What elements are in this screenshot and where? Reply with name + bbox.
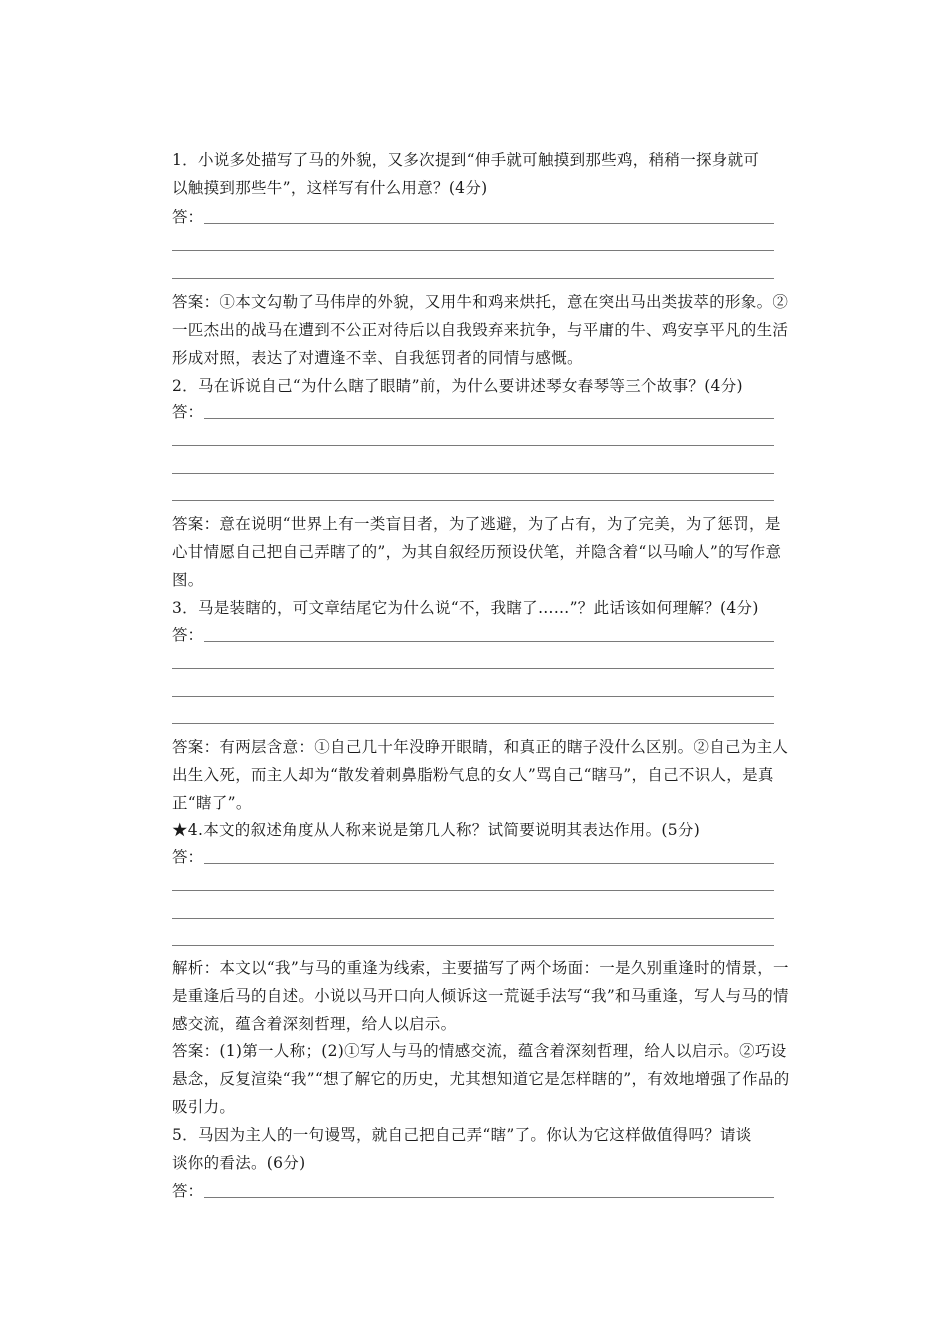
analysis-4: 解析：本文以“我”与马的重逢为线索，主要描写了两个场面：一是久别重逢时的情景，一是重逢后马的自述。小说以马开口向人倾诉这一荒诞手法写“我”和马重逢，写人与马的情感交流，蕴含着深刻哲理，给人以启示。 — [172, 959, 789, 1033]
answer-label: 答： — [172, 848, 204, 866]
answer-key-3: 答案：有两层含意：①自己几十年没睁开眼睛，和真正的瞎子没什么区别。②自己为主人出生入死，而主人却为“散发着刺鼻脂粉气息的女人”骂自己“瞎马”，自己不识人，是真正“瞎了”。 — [172, 738, 789, 812]
question-4-line-1: ★4.本文的叙述角度从人称来说是第几人称？试简要说明其表达作用。(5分) — [172, 821, 701, 839]
question-3-line-1: 3．马是装瞎的，可文章结尾它为什么说“不，我瞎了……”？此话该如何理解？(4分) — [172, 599, 759, 617]
answer-label: 答： — [172, 626, 204, 644]
answer-line — [172, 250, 774, 251]
answer-field-4[interactable] — [172, 843, 774, 871]
answer-label: 答： — [172, 1182, 204, 1200]
answer-line — [172, 445, 774, 446]
answer-line — [172, 945, 774, 946]
answer-field-3[interactable] — [172, 621, 774, 649]
question-2-line-1: 2．马在诉说自己“为什么瞎了眼睛”前，为什么要讲述琴女春琴等三个故事？(4分) — [172, 377, 743, 395]
answer-line — [172, 500, 774, 501]
answer-line — [172, 696, 774, 697]
question-1-line-2: 以触摸到那些牛”，这样写有什么用意？(4分) — [172, 179, 488, 197]
answer-line — [172, 890, 774, 891]
answer-key-1: 答案：①本文勾勒了马伟岸的外貌，又用牛和鸡来烘托，意在突出马出类拔萃的形象。②一匹杰出的战马在遭到不公正对待后以自我毁弃来抗争，与平庸的牛、鸡安享平凡的生活形成对照，表达了对遭逢不幸、自我惩罚者的同情与感慨。 — [172, 293, 789, 367]
answer-key-4: 答案：(1)第一人称；(2)①写人与马的情感交流，蕴含着深刻哲理，给人以启示。②巧设悬念，反复渲染“我”“想了解它的历史，尤其想知道它是怎样瞎的”，有效地增强了作品的吸引力。 — [172, 1042, 790, 1116]
answer-field-1[interactable] — [172, 203, 774, 231]
question-1-line-1: 1．小说多处描写了马的外貌，又多次提到“伸手就可触摸到那些鸡，稍稍一探身就可 — [172, 151, 760, 169]
answer-line — [204, 418, 774, 419]
answer-field-5[interactable] — [172, 1177, 774, 1205]
answer-line — [172, 278, 774, 279]
question-5-line-1: 5．马因为主人的一句谩骂，就自己把自己弄“瞎”了。你认为它这样做值得吗？请谈 — [172, 1126, 752, 1144]
answer-line — [204, 641, 774, 642]
answer-line — [204, 223, 774, 224]
answer-label: 答： — [172, 208, 204, 226]
answer-label: 答： — [172, 403, 204, 421]
answer-line — [204, 1197, 774, 1198]
answer-line — [204, 863, 774, 864]
answer-line — [172, 723, 774, 724]
answer-line — [172, 668, 774, 669]
answer-line — [172, 918, 774, 919]
answer-line — [172, 473, 774, 474]
answer-field-2[interactable] — [172, 398, 774, 426]
question-5-line-2: 谈你的看法。(6分) — [172, 1154, 306, 1172]
answer-key-2: 答案：意在说明“世界上有一类盲目者，为了逃避，为了占有，为了完美，为了惩罚，是心甘情愿自己把自己弄瞎了的”，为其自叙经历预设伏笔，并隐含着“以马喻人”的写作意图。 — [172, 515, 782, 589]
